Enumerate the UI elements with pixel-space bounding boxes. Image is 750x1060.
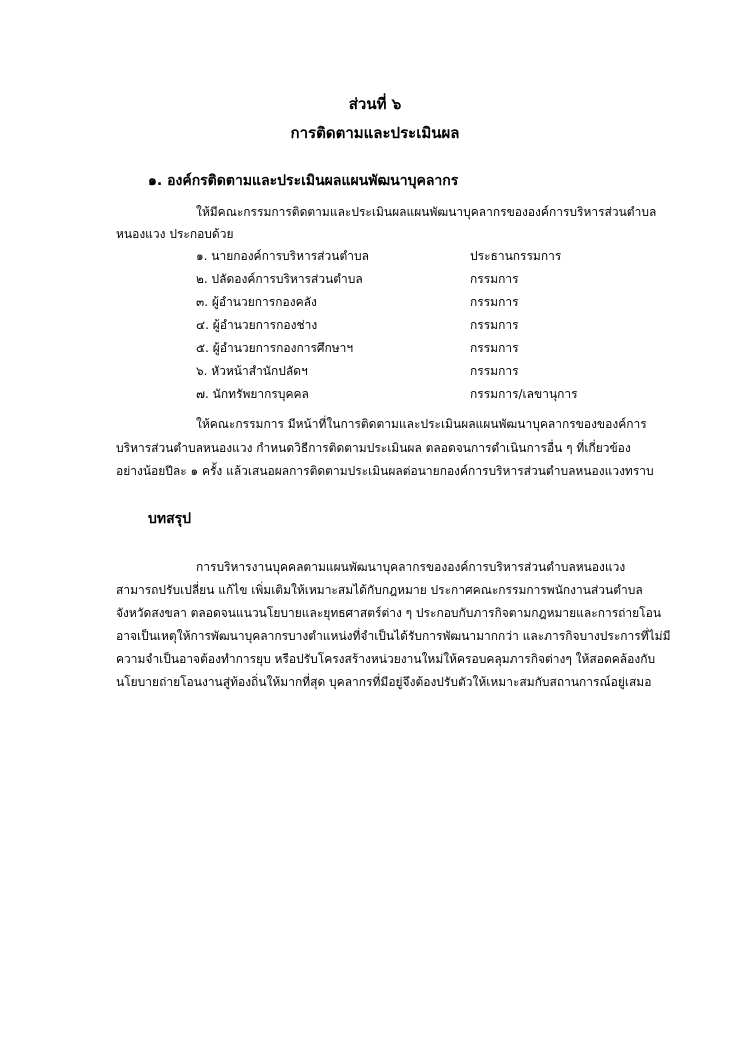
committee-member-role: กรรมการ/เลขานุการ <box>470 387 578 401</box>
committee-member-name: ๑. นายกองค์การบริหารส่วนตำบล <box>196 249 369 263</box>
summary-paragraph-line: อาจเป็นเหตุให้การพัฒนาบุคลากรบางตำแหน่งที่จำเป็นได้รับการพัฒนามากกว่า และภารกิจบางประการที่ไม่มี <box>116 629 671 643</box>
committee-member-role: กรรมการ <box>470 272 519 286</box>
committee-member-role: กรรมการ <box>470 318 519 332</box>
intro-paragraph-line: หนองแวง ประกอบด้วย <box>116 227 234 241</box>
committee-member-role: กรรมการ <box>470 364 519 378</box>
summary-paragraph-line: ความจำเป็นอาจต้องทำการยุบ หรือปรับโครงสร้างหน่วยงานใหม่ให้ครอบคลุมภารกิจต่างๆ ให้สอดคล้องกับ <box>116 652 656 666</box>
summary-paragraph-line: สามารถปรับเปลี่ยน แก้ไข เพิ่มเติมให้เหมาะสมได้กับกฎหมาย ประกาศคณะกรรมการพนักงานส่วนตำบล <box>116 583 643 597</box>
summary-paragraph-line: นโยบายถ่ายโอนงานสู่ท้องถิ่นให้มากที่สุด บุคลากรที่มีอยู่จึงต้องปรับตัวให้เหมาะสมกับสถานการณ์อยู่เสมอ <box>116 675 652 689</box>
committee-member-name: ๔. ผู้อำนวยการกองช่าง <box>196 318 318 332</box>
intro-paragraph-line: ให้มีคณะกรรมการติดตามและประเมินผลแผนพัฒนาบุคลากรขององค์การบริหารส่วนตำบล <box>196 205 657 219</box>
duty-paragraph-line: อย่างน้อยปีละ ๑ ครั้ง แล้วเสนอผลการติดตามประเมินผลต่อนายกองค์การบริหารส่วนตำบลหนองแวงทราบ <box>116 464 654 478</box>
committee-member-role: กรรมการ <box>470 341 519 355</box>
summary-heading: บทสรุป <box>148 511 192 527</box>
committee-member-role: กรรมการ <box>470 295 519 309</box>
duty-paragraph-line: ให้คณะกรรมการ มีหน้าที่ในการติดตามและประเมินผลแผนพัฒนาบุคลากรของของค์การ <box>196 417 647 431</box>
duty-paragraph-line: บริหารส่วนตำบลหนองแวง กำหนดวิธีการติดตามประเมินผล ตลอดจนการดำเนินการอื่น ๆ ที่เกี่ยวข้อง <box>116 441 631 455</box>
committee-member-name: ๖. หัวหน้าสำนักปลัดฯ <box>196 364 308 378</box>
committee-member-name: ๗. นักทรัพยากรบุคคล <box>196 387 309 401</box>
committee-member-name: ๓. ผู้อำนวยการกองคลัง <box>196 295 317 309</box>
page-title: การติดตามและประเมินผล <box>290 124 460 142</box>
part-number: ส่วนที่ ๖ <box>348 95 402 113</box>
summary-paragraph-line: การบริหารงานบุคคลตามแผนพัฒนาบุคลากรขององค์การบริหารส่วนตำบลหนองแวง <box>196 560 626 574</box>
committee-member-name: ๕. ผู้อำนวยการกองการศึกษาฯ <box>196 341 354 355</box>
committee-member-name: ๒. ปลัดองค์การบริหารส่วนตำบล <box>196 272 363 286</box>
section-heading: ๑. องค์กรติดตามและประเมินผลแผนพัฒนาบุคลากร <box>148 173 459 189</box>
committee-member-role: ประธานกรรมการ <box>470 249 562 263</box>
summary-paragraph-line: จังหวัดสงขลา ตลอดจนแนวนโยบายและยุทธศาสตร์ต่าง ๆ ประกอบกับภารกิจตามกฎหมายและการถ่ายโอน <box>116 606 662 620</box>
